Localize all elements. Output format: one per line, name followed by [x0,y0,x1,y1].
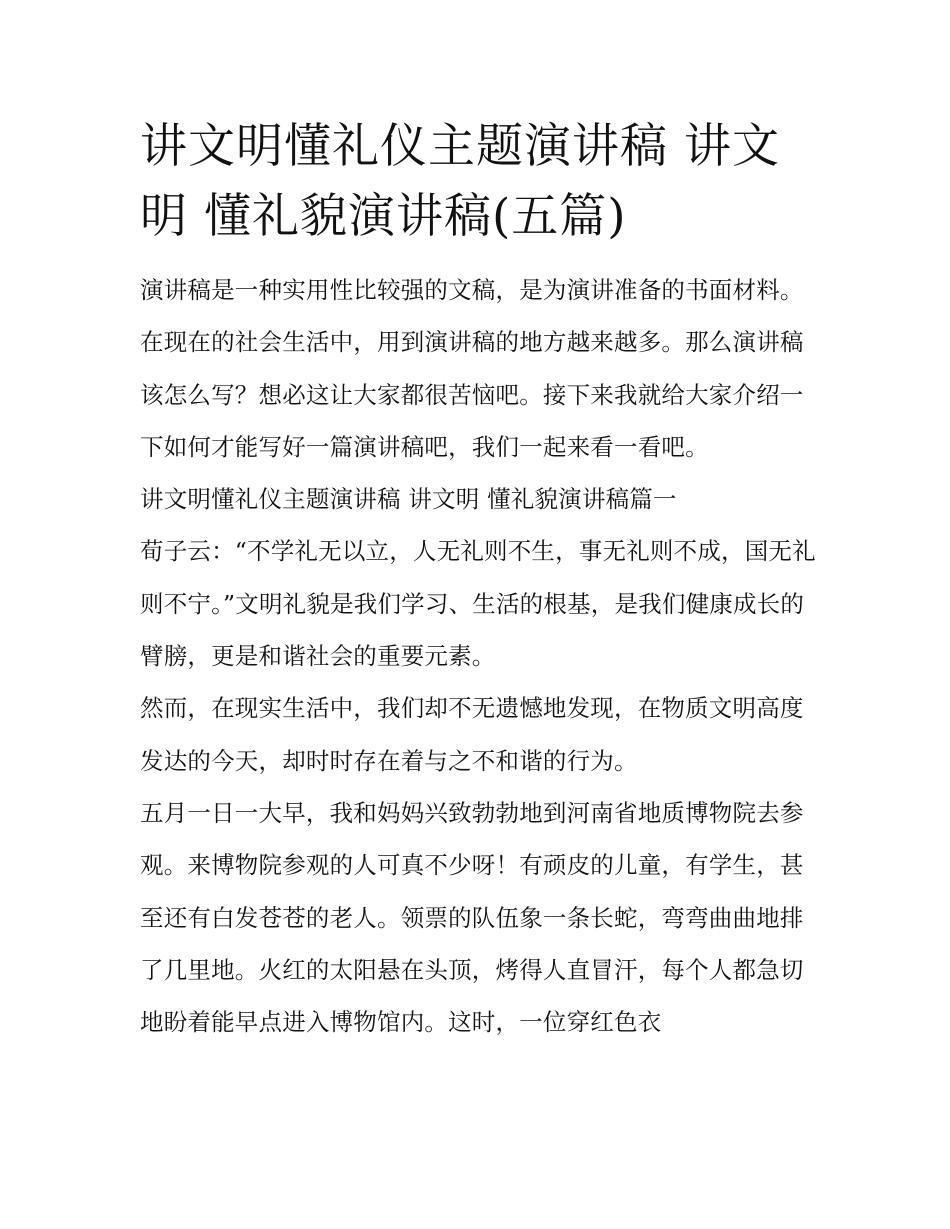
intro-paragraph: 演讲稿是一种实用性比较强的文稿，是为演讲准备的书面材料。在现在的社会生活中，用到演讲稿的地方越来越多。那么演讲稿该怎么写？想必这让大家都很苦恼吧。接下来我就给大家介绍一下如何才能写好一篇演讲稿吧，我们一起来看一看吧。 [140,276,804,461]
section-heading: 讲文明懂礼仪主题演讲稿 讲文明 懂礼貌演讲稿篇一 [140,485,677,514]
quote-paragraph: 荀子云：“不学礼无以立，人无礼则不生，事无礼则不成，国无礼则不宁。”文明礼貌是我们学习、生活的根基，是我们健康成长的臂膀，更是和谐社会的重要元素。 [140,537,816,671]
document-title: 讲文明懂礼仪主题演讲稿 讲文明 懂礼貌演讲稿(五篇) [140,119,780,244]
story-paragraph: 五月一日一大早，我和妈妈兴致勃勃地到河南省地质博物院去参观。来博物院参观的人可真不少呀！有顽皮的儿童，有学生，甚至还有白发苍苍的老人。领票的队伍象一条长蛇，弯弯曲曲地排了几里地。火红的太阳悬在头顶，烤得人直冒汗，每个人都急切地盼着能早点进入博物馆内。这时，一位穿红色衣 [140,798,804,1037]
document-body [140,112,820,1048]
body-paragraph: 然而，在现实生活中，我们却不无遗憾地发现，在物质文明高度发达的今天，却时时存在着与之不和谐的行为。 [140,694,804,775]
